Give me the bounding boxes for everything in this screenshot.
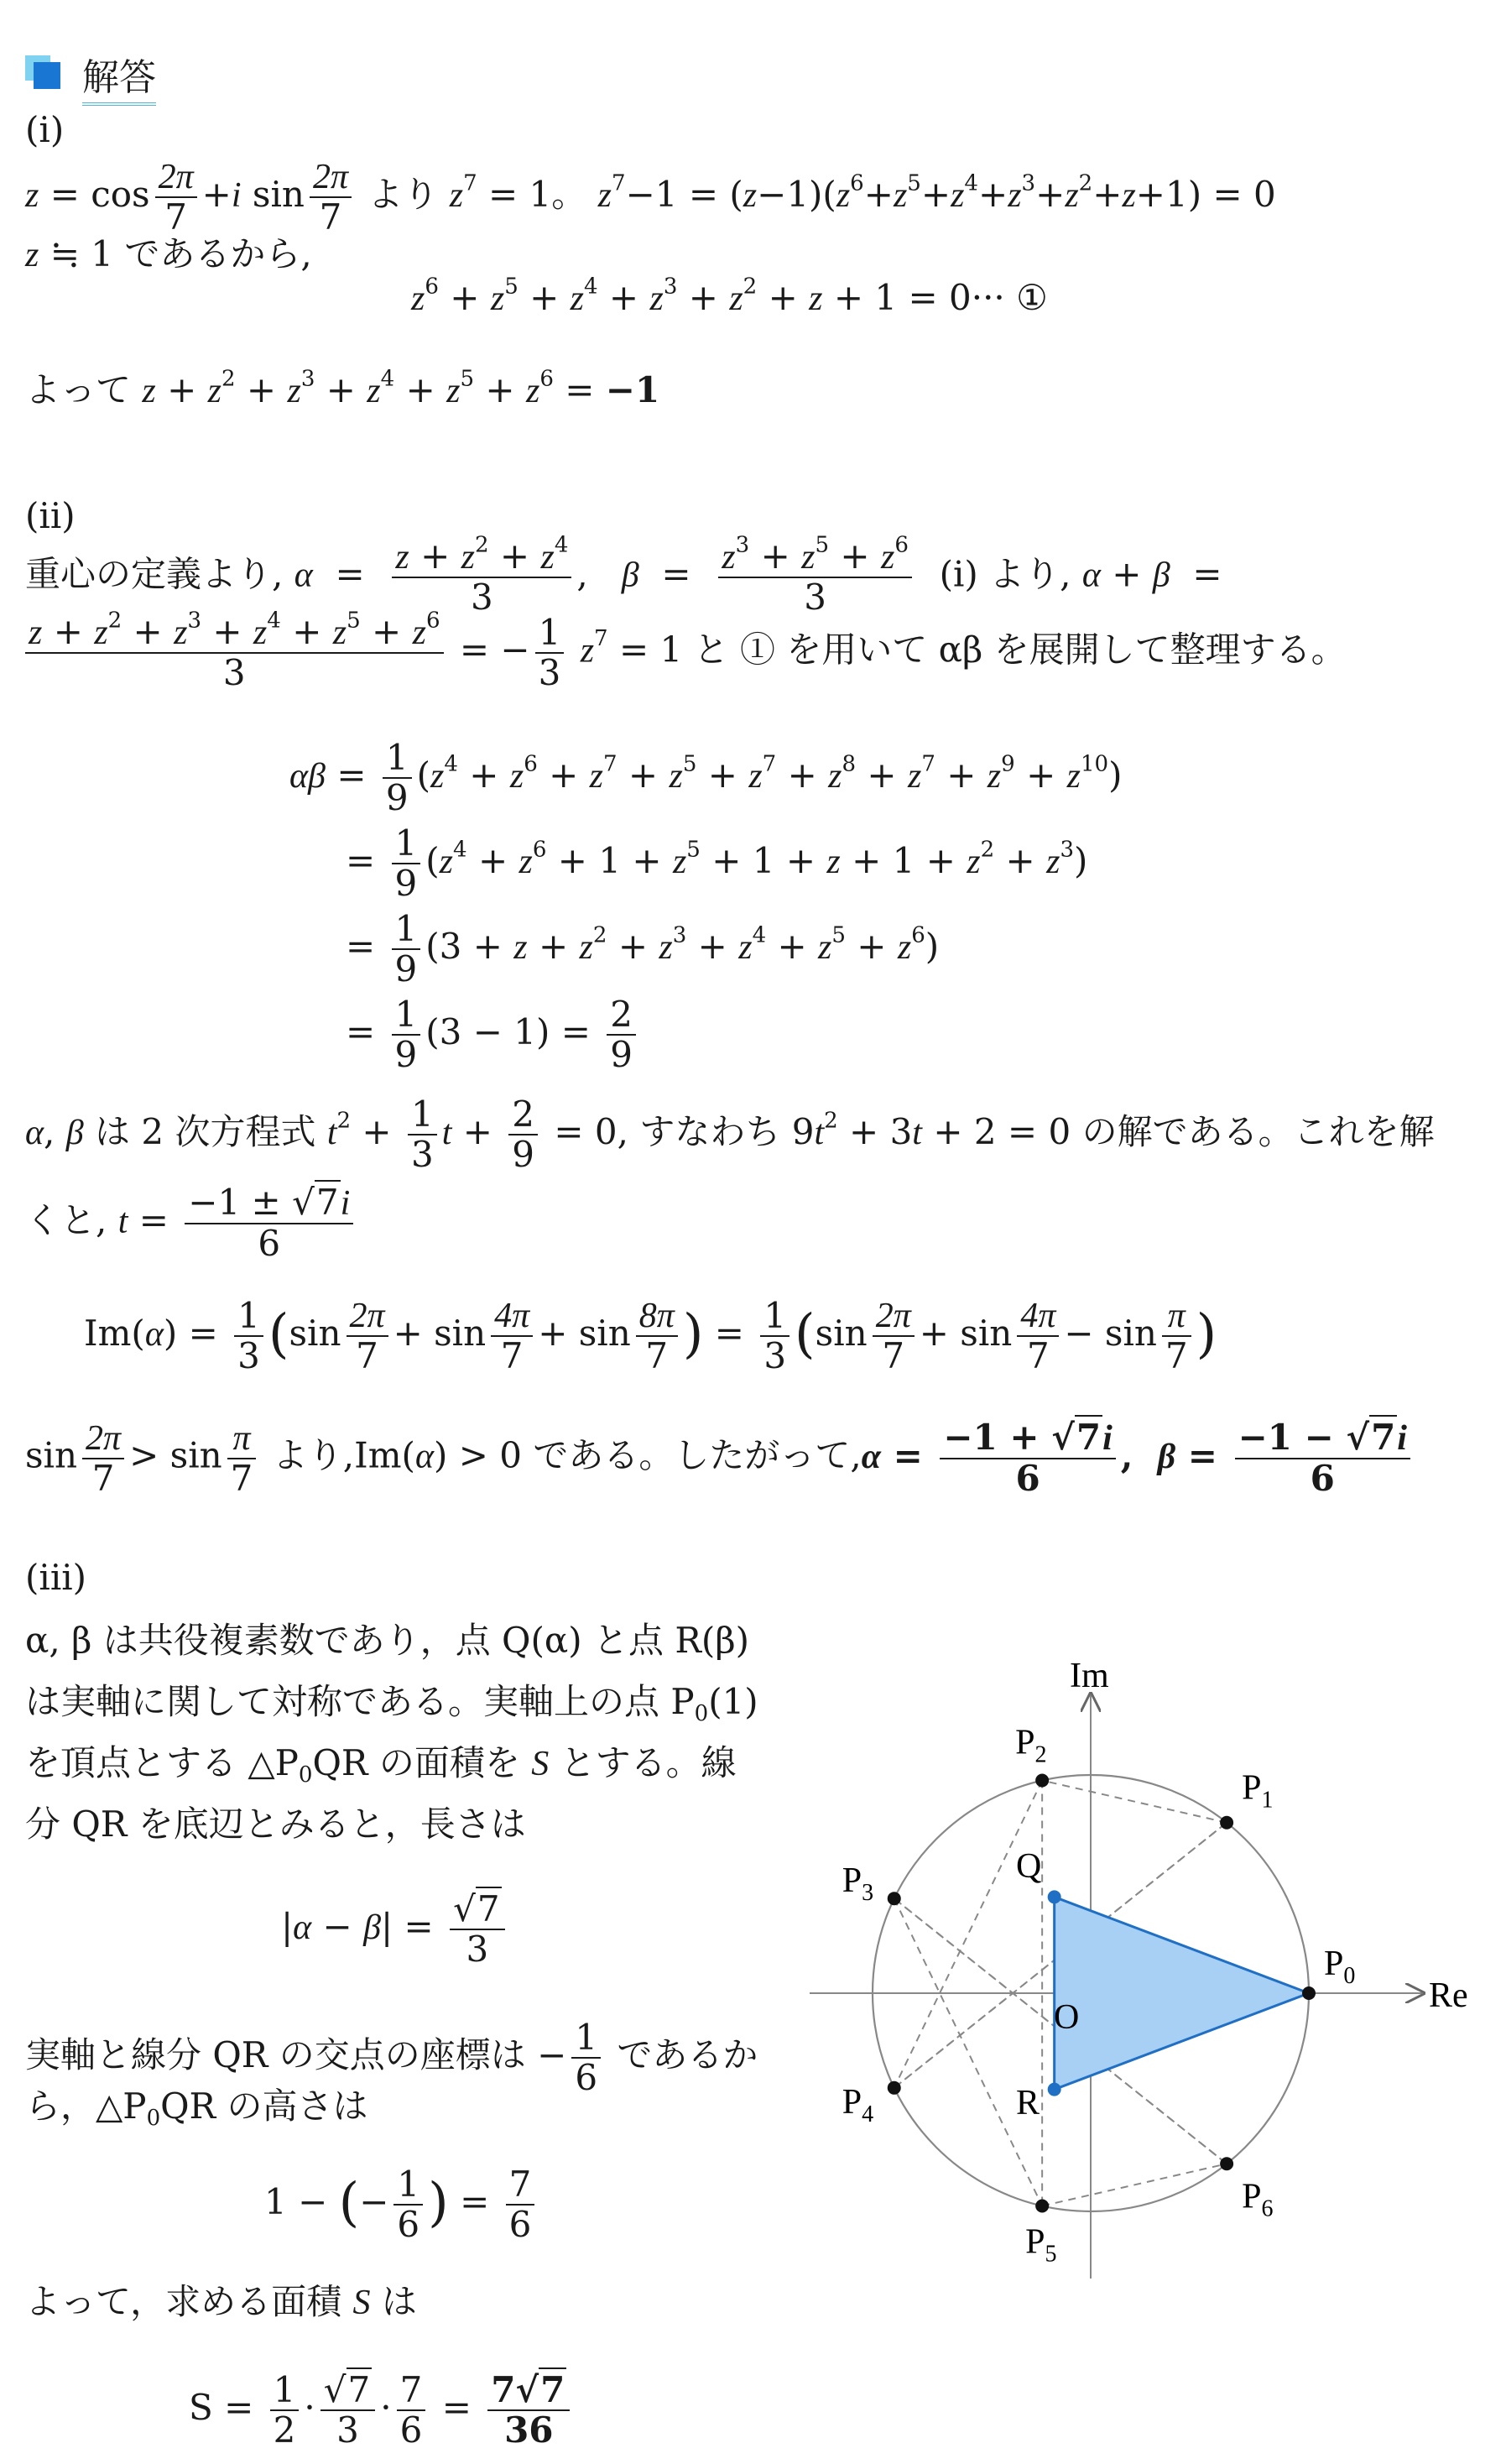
solve-line: くと, t = $\frac{-1 \pm √7i}{6}$ xyxy=(25,1183,358,1263)
part1-line1: z = cos $\frac{2\pi}{7}$ +i sin $\frac{2\pi}{7}$ より $z^7 = 1$。 $z^7-1 = (z-1)(z^6+z^5+z^4+z^3+z^2+z+1) = 0$ xyxy=(25,158,1276,238)
part2-label: (ii) xyxy=(25,495,76,536)
part1-line2: z ≒ 1 であるから, xyxy=(25,233,312,274)
alphabeta-step3: = $\frac{1}{9}$ $(3 + z + z^2 + z^3 + z^4 + z^5 + z^6)$ xyxy=(346,908,940,990)
point-p0 xyxy=(1302,1986,1316,2000)
part1-label: (i) xyxy=(25,109,65,150)
point-p3 xyxy=(888,1892,901,1905)
q-label: Q xyxy=(1016,1847,1042,1886)
part3-p6: ら，$\triangle P_0QR$ の高さは xyxy=(25,2086,368,2131)
page-title: 解答 xyxy=(82,47,156,106)
label-p5: $P_5$ xyxy=(1025,2222,1057,2268)
im-axis-label: Im xyxy=(1070,1657,1109,1695)
imag-part-line: Im(α) = $\frac{1}{3}$ (sin $\frac{2\pi}{7}$ + sin $\frac{4\pi}{7}$ + sin $\frac{8\pi}{7}$ ) = $\frac{1}{3}$ (sin $\frac{2\pi}{7}$ + sin $\frac{4\pi}{7}$ − sin $\frac{\pi}{7}$ ) xyxy=(84,1295,1217,1377)
alphabeta-step4: = $\frac{1}{9}$ (3 − 1) = $\frac{2}{9}$ xyxy=(346,995,641,1074)
point-p6 xyxy=(1220,2157,1233,2170)
re-axis-label: Re xyxy=(1429,1976,1468,2015)
label-p6: $P_6$ xyxy=(1242,2177,1274,2222)
part3-p5: 実軸と線分 QR の交点の座標は − $\frac{1}{6}$ であるか xyxy=(25,2017,758,2099)
part3-p3: を頂点とする $\triangle P_0QR$ の面積を S とする。線 xyxy=(25,1742,737,1788)
triangle-p0qr xyxy=(1055,1897,1309,2089)
chord-line xyxy=(1042,1781,1227,1823)
label-p1: $P_1$ xyxy=(1242,1768,1274,1814)
unit-circle-diagram xyxy=(805,1657,1485,2295)
label-p4: $P_4$ xyxy=(842,2082,874,2127)
equation-1: $z^6 + z^5 + z^4 + z^3 + z^2 + z + 1 = 0\cdot\cdot\cdot$ ① xyxy=(411,274,1048,318)
area-result: S = $\frac{1}{2}$ · $\frac{√7}{3}$ · $\frac{7}{6}$ = $\frac{7√7}{36}$ xyxy=(189,2371,575,2450)
point-p2 xyxy=(1035,1774,1049,1788)
height-expr: 1 − (− $\frac{1}{6}$ ) = $\frac{7}{6}$ xyxy=(264,2165,539,2244)
point-r xyxy=(1048,2083,1061,2096)
part3-p7: よって，求める面積 S は xyxy=(25,2281,417,2322)
quadratic-line: α, β は 2 次方程式 $t^2$ + $\frac{1}{3}$ t + $\frac{2}{9}$ = 0, すなわち $9t^2 + 3t + 2 = 0$ の解である。これを解 xyxy=(25,1094,1435,1176)
part3-p2: は実軸に関して対称である。実軸上の点 $P_0(1)$ xyxy=(25,1681,758,1726)
label-p2: $P_2$ xyxy=(1015,1723,1047,1768)
header-square-icon xyxy=(25,55,62,89)
point-p5 xyxy=(1035,2199,1049,2212)
point-q xyxy=(1048,1890,1061,1903)
point-p1 xyxy=(1220,1816,1233,1830)
part3-p1: α, β は共役複素数であり，点 Q(α) と点 R(β) xyxy=(25,1620,749,1661)
qr-length: |α − β| = $\frac{√7}{3}$ xyxy=(281,1890,510,1969)
point-p4 xyxy=(888,2081,901,2095)
label-p0: $P_0$ xyxy=(1324,1945,1356,1989)
chord-line xyxy=(894,1781,1042,2088)
label-p3: $P_3$ xyxy=(842,1861,874,1907)
alphabeta-step2: = $\frac{1}{9}$ $(z^4 + z^6 + 1 + z^5 + 1 + z + 1 + z^2 + z^3)$ xyxy=(346,822,1088,905)
part1-result: よって $z + z^2 + z^3 + z^4 + z^5 + z^6 = -1$ xyxy=(25,366,660,410)
part2-line2: $\frac{z + z^2 + z^3 + z^4 + z^5 + z^6}{3}$ = − $\frac{1}{3}$ $z^7 = 1$ と ① を用いて αβ を展開して整理する。 xyxy=(25,613,1347,692)
origin-label: O xyxy=(1054,1998,1080,2037)
part3-label: (iii) xyxy=(25,1557,87,1598)
alphabeta-step1: αβ = $\frac{1}{9}$ $(z^4 + z^6 + z^7 + z^5 + z^7 + z^8 + z^7 + z^9 + z^{10})$ xyxy=(289,737,1123,819)
chord-line xyxy=(1042,2164,1227,2206)
part1-answer: −1 xyxy=(605,369,660,410)
part2-line1: 重心の定義より, α = $\frac{z + z^2 + z^4}{3}$ , β = $\frac{z^3 + z^5 + z^6}{3}$ (i) より, α + β = xyxy=(25,532,1222,619)
chord-line xyxy=(894,1898,1042,2206)
r-label: R xyxy=(1016,2084,1040,2122)
conclusion-line: sin $\frac{2\pi}{7}$ > sin $\frac{\pi}{7}$ より,Im(α) > 0 である。したがって,α = $\frac{-1 + √7i}{6}$ , β = $\frac{-1 - √7i}{6}$ xyxy=(25,1418,1415,1498)
part3-p4: 分 QR を底辺とみると，長さは xyxy=(25,1804,526,1845)
